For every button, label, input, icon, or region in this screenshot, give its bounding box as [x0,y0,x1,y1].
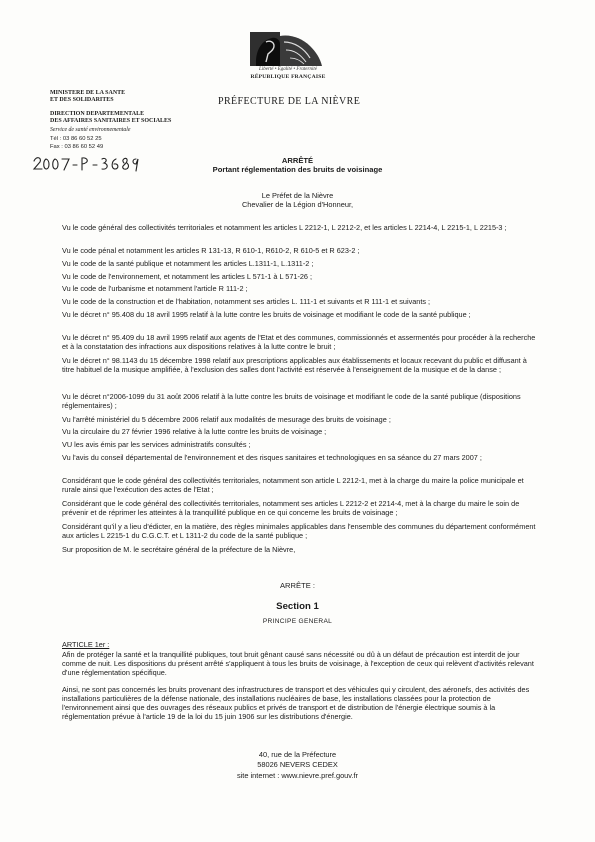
republic-label: RÉPUBLIQUE FRANÇAISE [250,74,326,80]
visa-item: Vu le code de la santé publique et notamment les articles L.1311-1, L.1311-2 ; [62,259,314,268]
phone-number: Tél : 03 86 60 52 25 [50,136,102,142]
document-subject: Portant réglementation des bruits de voisinage [212,165,383,174]
visa-item: Considérant qu'il y a lieu d'édicter, en la matière, des règles minimales applicables dans l'ensemble des communes du département conformément aux articles L 2215-1 du C.G.C.T. et L 1311-2 du code de la santé publique ; [62,522,536,540]
article-paragraph: Ainsi, ne sont pas concernés les bruits provenant des infrastructures de transport et des véhicules qui y circulent, des aéronefs, des activités des installations particulières de la défense nationale, des installations nucléaires de base, les installations classées pour la protection de l'environnement ainsi que des ouvrages des réseaux publics et privés de transport et de distribution de l'énergie électrique soumis à la réglementation prévue à l'article 19 de la loi du 15 juin 1906 sur les distributions d'énergie. [62,685,530,721]
visa-item: Vu le code de la construction et de l'habitation, notamment ses articles L. 111-1 et suivants et R 111-1 et suivants ; [62,297,431,306]
footer-city: 58026 NEVERS CEDEX [257,760,338,769]
section-number: Section 1 [276,601,319,612]
section-title: PRINCIPE GENERAL [262,618,333,625]
visa-item: Considérant que le code général des collectivités territoriales, notamment son article L 2212-1, met à la charge du maire la police municipale et rurale ainsi que l'exécution des actes de l'Etat ; [62,476,524,494]
service-label: Service de santé environnementale [50,127,131,133]
visa-item: Vu le code de l'environnement, et notamment les articles L 571-1 à L 571-26 ; [62,272,313,281]
visa-item: Vu l'arrêté ministériel du 5 décembre 2006 relatif aux modalités de mesurage des bruits de voisinage ; [62,415,391,424]
visa-item: Sur proposition de M. le secrétaire général de la préfecture de la Nièvre, [62,545,296,554]
visa-item: Considérant que le code général des collectivités territoriales, notamment ses articles L 2212-2 et 2214-4, met à la charge du maire le soin de prévenir et de réprimer les atteintes à la tranquillité publique en ce qui concerne les bruits de voisinage ; [62,499,520,517]
visa-item: Vu l'avis du conseil départemental de l'environnement et des risques sanitaires et technologiques en sa séance du 27 mars 2007 ; [62,453,482,462]
visa-item: VU les avis émis par les services administratifs consultés ; [62,440,251,449]
visa-item: Vu le décret n° 98.1143 du 15 décembre 1998 relatif aux prescriptions applicables aux établissements et locaux recevant du public et diffusant à titre habituel de la musique amplifiée, à l'exclusion des salles dont l'activité est réservée à l'enseignement de la musique et de la danse ; [62,356,527,374]
signatory-line-2: Chevalier de la Légion d'Honneur, [241,200,354,209]
visa-item: Vu le code pénal et notamment les articles R 131-13, R 610-1, R610-2, R 610-5 et R 623-2 ; [62,246,360,255]
direction-line-1: DIRECTION DEPARTEMENTALE [50,111,145,117]
signatory-line-1: Le Préfet de la Nièvre [261,191,334,200]
visa-item: Vu la circulaire du 27 février 1996 relative à la lutte contre les bruits de voisinage ; [62,427,327,436]
visa-item: Vu le décret n°2006-1099 du 31 août 2006 relatif à la lutte contre les bruits de voisinage et modifiant le code de la santé publique (dispositions réglementaires) ; [62,392,521,410]
ministry-line-1: MINISTERE DE LA SANTE [50,90,126,96]
article-label: ARTICLE 1er : [62,640,110,649]
article-paragraph: Afin de protéger la santé et la tranquillité publiques, tout bruit gênant causé sans nécessité ou dû à un défaut de précaution est interdit de jour comme de nuit. Les dispositions du présent arrêté s'appliquent à tous les bruits de voisinage, à l'exception de ceux qui relèvent d'activités relevant d'une réglementation spécifique. [62,650,534,677]
footer-address: 40, rue de la Préfecture [258,750,337,759]
visa-item: Vu le code général des collectivités territoriales et notamment les articles L 2212-1, L 2212-2, et les articles L 2214-4, L 2215-1, L 2215-3 ; [62,223,507,232]
visa-item: Vu le code de l'urbanisme et notamment l'article R 111-2 ; [62,284,248,293]
decision-heading: ARRÊTE : [279,581,316,590]
visa-item: Vu le décret n° 95.408 du 18 avril 1995 relatif à la lutte contre les bruits de voisinage et modifiant le code de la santé publique ; [62,310,471,319]
direction-line-2: DES AFFAIRES SANITAIRES ET SOCIALES [50,118,172,124]
document-title: ARRÊTÉ [281,156,314,165]
prefecture-heading: PRÉFECTURE DE LA NIÈVRE [218,96,361,107]
footer-website: site internet : www.nievre.pref.gouv.fr [236,771,359,780]
ministry-line-2: ET DES SOLIDARITES [50,97,114,103]
republic-motto: Liberté • Égalité • Fraternité [259,67,317,72]
fax-number: Fax : 03 86 60 52 49 [50,144,104,150]
visa-item: Vu le décret n° 95.409 du 18 avril 1995 relatif aux agents de l'Etat et des communes, commissionnés et assermentés pour procéder à la recherche et à la constatation des infractions aux dispositions relatives à la lutte contre le bruit ; [62,333,536,351]
